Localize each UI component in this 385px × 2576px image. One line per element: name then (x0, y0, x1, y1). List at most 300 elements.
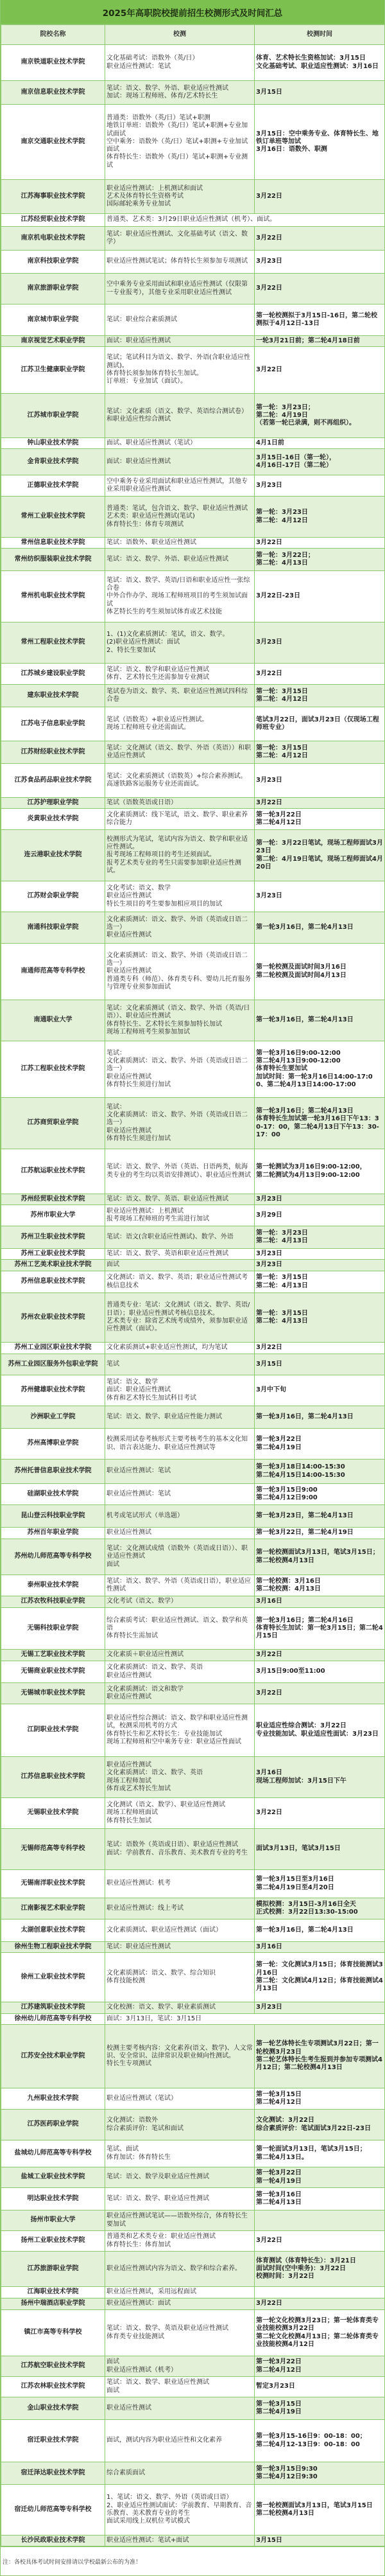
time-line: 3月22日 (256, 1344, 282, 1352)
test-line: 面试，测试内容为职业适应性和文化素养 (107, 2437, 222, 2444)
test-time (255, 180, 385, 214)
test-format (105, 1406, 255, 1429)
test-line: 笔试：语文、数学、职业适应性能力测试 (107, 1413, 222, 1420)
time-line: 第一轮3月22日 (256, 811, 302, 818)
test-format (105, 1704, 255, 1757)
table-row (1, 1293, 385, 1343)
test-time (255, 227, 385, 251)
school-name: 江苏安全技术职业学院 (1, 2025, 105, 2088)
test-time (255, 1898, 385, 1919)
test-line: 职业适应性测试 (107, 931, 151, 939)
time-line: 3月22日 (256, 234, 282, 242)
test-line: 职业适应性测试笔试；体育特长生须参加专项测试 (107, 258, 248, 265)
test-line: 体育特长生须进行加试 (107, 1081, 171, 1088)
time-line: 3月22日 (256, 2300, 282, 2307)
test-time (255, 2397, 385, 2420)
time-line: 第二轮测试为4月13日9:00-12:00 (256, 1171, 360, 1179)
time-line: 3月15日-16日（第一轮）， (256, 454, 336, 461)
school-name: 江苏航空职业技术学院 (1, 2356, 105, 2377)
table-row (1, 622, 385, 664)
test-time (255, 1149, 385, 1194)
school-name: 江苏海事职业技术学院 (1, 180, 105, 214)
test-format (105, 336, 255, 347)
school-name: 南京旅游职业学院 (1, 274, 105, 304)
test-line: 特长生专项测试 (107, 2060, 151, 2068)
school-name: 长沙民政职业技术学院 (1, 2536, 105, 2546)
time-line: 第一轮4月19日 (256, 2177, 302, 2185)
time-line: 3月22日 (256, 669, 282, 677)
test-line: 体育特长生：语数外（英/日）笔试+职测+专业测试 (107, 154, 248, 169)
test-line: 现场工程师加试 (107, 1777, 151, 1785)
school-name: 炎黄职业技术学院 (1, 809, 105, 830)
test-format (105, 538, 255, 549)
table-row (1, 798, 385, 809)
table-row (1, 809, 385, 830)
school-name: 镇江市高等专科学校 (1, 2310, 105, 2356)
time-line: 第一轮校测：3月16日 (256, 1577, 321, 1585)
test-line: 职业适应性测试 (107, 967, 151, 975)
test-format (105, 304, 255, 336)
test-time (255, 664, 385, 685)
test-time (255, 1953, 385, 2002)
school-name: 南京信息职业技术学院 (1, 81, 105, 105)
test-time (255, 1293, 385, 1343)
school-name: 苏州信息职业技术学院 (1, 1271, 105, 1293)
test-line: 笔试（语数英）+职业适应性测试。 (107, 716, 209, 723)
test-line: 综合素质评价：笔试和面试 (107, 2124, 184, 2132)
header-test: 校测 (105, 25, 255, 45)
test-format (105, 1194, 255, 1205)
school-name: 江苏建筑职业技术学院 (1, 2002, 105, 2014)
time-line: 3月22日 (256, 798, 282, 806)
school-name: 南京科技职业学院 (1, 251, 105, 274)
test-line: 校测主要考核内容：文化素养(语文、数学)、人文常识、安全常识、法律常识及职业倾向性测试。 (107, 2044, 253, 2060)
test-line: 校测采用试卷考核形式主要考核考生的基本文化知识、语言表达能力、职业适应性测试等 (107, 1436, 248, 1451)
test-format (105, 438, 255, 449)
school-name: 沙洲职业工学院 (1, 1406, 105, 1429)
table-row (1, 1343, 385, 1354)
time-line: 3月16日 (256, 1769, 282, 1777)
test-line: 笔试：文化测试成绩（语数外（英语或日语））、职业适应性测试 (107, 1545, 248, 1560)
time-line: 第一轮3月16日；第二轮4月16日 (256, 1616, 354, 1624)
test-line: 职业适应性测试：线上考试 (107, 1904, 184, 1912)
test-format (105, 1354, 255, 1375)
table-row (1, 1260, 385, 1271)
test-format (105, 1505, 255, 1528)
test-time (255, 1098, 385, 1149)
test-line: 笔试：语数外（英语或日语）、职业适应性测试 (107, 1841, 238, 1849)
school-name: 正德职业技术学院 (1, 475, 105, 497)
test-line: 报考现场工程师班的考生需进行加试 (107, 1215, 209, 1222)
table-row (1, 1271, 385, 1293)
school-name: 苏州工业职业技术学院 (1, 1249, 105, 1260)
test-format (105, 1343, 255, 1354)
school-name: 无锡师范高等专科学校 (1, 1829, 105, 1870)
test-format (105, 2188, 255, 2210)
time-line: 第二轮：4月13日 (256, 1318, 308, 1325)
time-line: 一轮3月21日前；第二轮4月18日前 (256, 337, 360, 344)
table-row (1, 1683, 385, 1704)
test-format (105, 2356, 255, 2377)
time-line: 3月15日9:00至11:00 (256, 1668, 325, 1675)
test-time (255, 1608, 385, 1650)
table-row (1, 2140, 385, 2167)
test-format (105, 1293, 255, 1343)
school-name: 无锡工艺职业技术学院 (1, 1650, 105, 1661)
test-time (255, 1000, 385, 1041)
test-line: 职业适应性测试：笔试 (107, 62, 171, 70)
test-line: 中外合作办学、现场工程师班项目的考生须加试面试 (107, 592, 248, 608)
test-line: 体育、艺术特长生还需参加专业测试 (107, 674, 209, 681)
test-time (255, 2420, 385, 2462)
table-row (1, 2310, 385, 2356)
table-row (1, 1798, 385, 1829)
time-line: 3月22日-23日 (256, 592, 300, 600)
test-time (255, 1429, 385, 1460)
test-time (255, 2462, 385, 2485)
test-format (105, 2377, 255, 2397)
test-format (105, 214, 385, 227)
test-time (255, 2485, 385, 2536)
test-time (255, 1205, 385, 1226)
time-line: 第二轮4月12日 (256, 2366, 302, 2374)
test-time (255, 1249, 385, 1260)
time-line: 第二轮文化校测4月13日；第二轮体育类专业技能校测4月12日 (256, 2333, 379, 2348)
table-row (1, 2088, 385, 2110)
school-name: 南京机电职业技术学院 (1, 227, 105, 251)
test-line: 面试 (107, 2386, 119, 2394)
table-row (1, 2536, 385, 2546)
time-line: 第二轮：4月12日 (256, 696, 308, 703)
test-line: 笔试：语文、数学、英语和职业适应性测试 (107, 1249, 228, 1257)
table-row (1, 1000, 385, 1041)
time-line: 第一轮艺体特长生专项测试3月22日；第一轮校测3月23日 (256, 2040, 379, 2056)
test-line: 面试 (107, 1560, 119, 1568)
test-time (255, 81, 385, 105)
table-row (1, 707, 385, 741)
test-line: 笔试：语文、数学、职业适应性测试 (107, 2379, 209, 2386)
time-line: 第一轮3月15日至3月16日 (256, 1876, 334, 1883)
test-format (105, 1484, 255, 1505)
test-time (255, 1406, 385, 1429)
school-name: 江阴职业技术学院 (1, 1704, 105, 1757)
school-name: 江苏农牧科技职业学院 (1, 1596, 105, 1608)
test-format (105, 2088, 255, 2110)
test-line: 国际邮轮乘务专业加试 (107, 200, 171, 208)
school-name: 苏州托普信息职业技术学院 (1, 1460, 105, 1484)
test-time (255, 105, 385, 180)
school-name: 无锡城市职业技术学院 (1, 1683, 105, 1704)
test-line: 普通类：语数外（英/日）笔试+职测 (107, 114, 210, 121)
time-line: 3月15日：空中乘务专业、体育特长生、地铁订单班等加试 (256, 130, 379, 145)
table-row (1, 1505, 385, 1528)
school-name: 徐州幼儿师范高等专科学校 (1, 2014, 105, 2025)
school-name: 江苏食品药品职业技术学院 (1, 764, 105, 798)
test-format (105, 475, 255, 497)
table-row (1, 1704, 385, 1757)
time-line: 体育测试（体育特长生）：3月21日 (256, 2257, 356, 2264)
table-row (1, 538, 385, 549)
test-line: 文化基础考试：语数外（英/日） (107, 55, 199, 62)
school-name: 九州职业技术学院 (1, 2088, 105, 2110)
test-format (105, 1942, 255, 1953)
time-line: 3月22日 (256, 192, 282, 200)
test-time (255, 2002, 385, 2014)
school-name: 宿迁泽达职业技术学院 (1, 2462, 105, 2485)
test-line: 职业适应性测试：上机测试 (107, 1207, 184, 1215)
time-line: 第一轮3月16日，第二轮4月13日 (256, 923, 354, 931)
time-line: 第一轮：3月15日 (256, 1309, 308, 1317)
test-line: 体育特长生：体育专项测试 (107, 520, 184, 528)
test-format (105, 1870, 255, 1898)
test-time (255, 475, 385, 497)
time-line: 3月23日 (256, 1249, 282, 1257)
test-line: 综合素质考试：职业适应性测试、语文、数学和英语 (107, 1616, 248, 1632)
test-line: 艺术类：职业适应性测试(笔试) (107, 513, 195, 520)
test-time (255, 571, 385, 622)
test-line: 笔试：文化素质测试（语数英）+综合素养测试。 (107, 772, 247, 780)
test-line: (2)职业适应性测试：面试 (107, 639, 180, 646)
test-line: 普通类、艺术类：3月29日职业适应性测试（机考）、面试。 (107, 216, 277, 224)
test-line: 职业适应性测试 (107, 1693, 151, 1700)
test-time (255, 1375, 385, 1406)
school-name: 硅湖职业技术学院 (1, 1484, 105, 1505)
time-line: 第二轮：4月13日 (256, 1282, 308, 1289)
test-line: 职业适应性测试：笔试 (107, 1490, 171, 1497)
test-format (105, 1375, 255, 1406)
test-line: 面试：职业适应性测试 (107, 337, 171, 344)
table-row (1, 1608, 385, 1650)
test-line: 报考艺术类专业的考生只需要参加职业适应性测试。 (107, 859, 241, 874)
test-format (105, 1829, 255, 1870)
test-time (255, 2310, 385, 2356)
test-time (255, 45, 385, 81)
school-name: 江苏财经职业技术学院 (1, 741, 105, 764)
test-line: 体育加试：体育特长生 (107, 2153, 171, 2161)
test-line: 笔试：语文、数学、外语、职业适应性测试 (107, 555, 228, 563)
table-row (1, 1149, 385, 1194)
test-line: 普通类和艺术类专业：职业适应性测试 (107, 2233, 216, 2241)
time-line: 第二轮校测：4月13日 (256, 1585, 321, 1592)
school-name: 扬州中瑞酒店职业学院 (1, 2298, 105, 2310)
table-row (1, 2298, 385, 2310)
table-row (1, 2188, 385, 2210)
school-name: 苏州工艺美术职业技术学院 (1, 1260, 105, 1271)
school-name: 苏州工业园区服务外包职业学院 (1, 1354, 105, 1375)
test-line: 笔试：语文、数学、外语、职业适应性测试 (107, 84, 228, 92)
school-name: 常州纺织服装职业技术学院 (1, 549, 105, 571)
test-time (255, 1539, 385, 1575)
table-row (1, 944, 385, 1000)
test-line: 职业适应性测试：上机测试和面试 (107, 184, 203, 192)
test-line: 笔试：文化测试（语文、数学、外语（英语））和职业适应性测试 (107, 744, 251, 759)
test-line: 笔试：语文、数学、外语（英语、日语两类，航海类专业的考生均以英语安排测试）、职业适应性测试 (107, 1163, 251, 1179)
test-line: 体艺特长生的考生须加试体育或艺术技能 (107, 608, 222, 615)
time-line: 体育特长生要加试 (256, 1065, 307, 1073)
test-format (105, 2536, 255, 2546)
school-name: 南通职业大学 (1, 1000, 105, 1041)
school-name: 苏州健雄职业技术学院 (1, 1375, 105, 1406)
test-format (105, 2310, 255, 2356)
table-row (1, 304, 385, 336)
time-line: 暂定3月23日 (256, 2383, 295, 2390)
test-format (105, 2231, 255, 2252)
test-line: 面试、职业适应性测试（笔试） (107, 439, 196, 446)
time-line: 第一轮3月16日 (256, 2191, 302, 2198)
test-line: 面试采用线上双机位考试模式 (107, 2518, 190, 2525)
test-format (105, 1898, 255, 1919)
table-row (1, 1041, 385, 1098)
test-time (255, 1194, 385, 1205)
table-row (1, 2210, 385, 2231)
table-row (1, 2110, 385, 2140)
test-format (105, 1149, 255, 1194)
test-format (105, 251, 255, 274)
school-name: 苏州高博职业学院 (1, 1429, 105, 1460)
test-format (105, 227, 255, 251)
time-line: 3月22日 (256, 285, 282, 292)
time-line: 第二轮：4月19日笔试，现场工程师面试4月20日 (256, 855, 383, 870)
test-line: 文化素质测试：线下笔试，语文、数学、职业素养综合能力 (107, 811, 248, 826)
test-line: 职业适应性测试 (107, 1529, 151, 1537)
test-format (105, 1798, 255, 1829)
test-time (255, 2140, 385, 2167)
test-line: 高速铁路客运服务专业还需面试。 (107, 781, 203, 788)
test-format (105, 2298, 255, 2310)
test-format (105, 1953, 255, 2002)
test-line: 笔试、面试 (107, 2146, 139, 2153)
school-name: 盐城幼儿师范高等专科学校 (1, 2140, 105, 2167)
test-format (105, 1661, 255, 1683)
test-line: 文化考试：语文、数学 (107, 885, 171, 892)
table-row (1, 2420, 385, 2462)
test-format (105, 707, 255, 741)
time-line: 第一轮3月22日 (256, 1436, 302, 1443)
test-format (105, 2110, 255, 2140)
test-format (105, 1205, 255, 1226)
time-line: 3月23日 (256, 2004, 282, 2011)
test-time (255, 1919, 385, 1942)
test-format (105, 1098, 255, 1149)
time-line: 校测时间：3月22日 (256, 2273, 314, 2280)
test-line: 文化校测：语文、数学、职业素质测试 (107, 2004, 216, 2011)
school-name: 常州工程职业技术学院 (1, 622, 105, 664)
table-row (1, 664, 385, 685)
test-format (105, 2014, 385, 2025)
test-time (255, 798, 385, 809)
school-name: 江苏护理职业学院 (1, 798, 105, 809)
test-line: 笔试（语数英语或日语） (107, 798, 177, 806)
test-time (255, 1528, 385, 1539)
test-line: 文化素质测试、职业适应性测试（面试） (107, 1926, 222, 1934)
time-line: 文化测试：3月22日 (256, 2117, 314, 2124)
test-time (255, 741, 385, 764)
test-time (255, 1343, 385, 1354)
time-line: 第二轮艺体特长生考生报到并参加专项测试4月12日；第二轮校测4月13日 (256, 2056, 382, 2072)
test-line: 文化考试（语文、数学） (107, 1598, 177, 1605)
school-name: 江苏电子信息职业学院 (1, 707, 105, 741)
time-line: 第一轮3月15日9:00 (256, 1486, 318, 1494)
time-line: 第二轮校测及面试时间4月13日 (256, 971, 346, 979)
test-line: 1、(1)文化素质测试：笔试，语文、数学。 (107, 631, 229, 639)
table-row (1, 336, 385, 347)
test-line: 现场工程师班考生须参加加试 (107, 1028, 190, 1036)
test-time (255, 1596, 385, 1608)
time-line: 正式校测：3月22日13:30-15:00 (256, 1909, 358, 1916)
table-row (1, 449, 385, 475)
time-line: 现场工程师加试：3月15日下午 (256, 1777, 346, 1785)
test-line: 机考或笔试形式（单选题） (107, 1512, 184, 1519)
time-line: 第二轮4月19日 (256, 1443, 302, 1451)
test-line: 笔试：文化素质（语文、数学、英语综合测试卷）和职业适应性综合测试 (107, 407, 248, 423)
test-line: 职业适应性测试笔试——语数外综合，体育特长生要加试 (107, 2212, 248, 2228)
table-row (1, 274, 385, 304)
test-format (105, 1260, 255, 1271)
test-line: 文化测试：语文、数学、英语；职业适应性测试考核信息技术 (107, 1274, 248, 1289)
time-line: 第二轮4月12日9:30 (256, 2473, 318, 2480)
time-line: 第一轮：文化测试3月15日；体育技能测试3月16日 (256, 1961, 383, 1977)
time-line: 第一轮3月15日9:30 (256, 2465, 318, 2473)
test-line: 体育技能校测 (107, 1977, 145, 1984)
time-line: 第二轮：4月13日 (256, 560, 308, 567)
time-line: 3月23日 (256, 892, 282, 900)
school-name: 南京铁道职业技术学院 (1, 45, 105, 81)
time-line: 第一轮3月16日，第二轮4月13日 (256, 1016, 354, 1024)
school-name: 金山职业技术学院 (1, 2397, 105, 2420)
test-line: 文化素质测试：语文、数学、外语（英语或日语二选一） (107, 1111, 248, 1127)
test-line: 笔试：语文、数学、职业适应性测试 (107, 2194, 209, 2202)
school-name: 建东职业技术学院 (1, 685, 105, 707)
test-line: 体育类专业技能测试 (107, 2333, 164, 2340)
table-row (1, 2287, 385, 2298)
school-name: 苏州工业园区职业技术学院 (1, 1343, 105, 1354)
table-row (1, 764, 385, 798)
test-time (255, 251, 385, 274)
test-line: 笔试：文化素质测试（语文、数学、外语（英语/日语））、职业适应性测试 (107, 1004, 250, 1020)
time-line: 3月22日 (256, 2237, 282, 2245)
time-line: 第二轮：4月19日 (256, 411, 308, 419)
test-format (105, 622, 255, 664)
school-name: 江苏财会职业学院 (1, 881, 105, 912)
test-line: 笔试：职业综合素质测试 (107, 315, 177, 323)
test-format (105, 449, 255, 475)
test-format (105, 549, 255, 571)
test-line: 面试：职业适应性测试 (107, 457, 171, 465)
time-line: 第二轮4月12-13日9：00-18：00 (256, 2440, 360, 2448)
test-time (255, 2188, 385, 2210)
test-line: 面试：职业适应性测试 (107, 1386, 171, 1394)
time-line: 模拟校测：3月15日-3月16日全天 (256, 1900, 356, 1908)
test-format (105, 881, 255, 912)
test-format (105, 809, 255, 830)
time-line: 3月15日 (256, 88, 282, 96)
table-row (1, 1757, 385, 1798)
time-line: 第二轮4月19日 (256, 2408, 302, 2415)
table-row (1, 2025, 385, 2088)
test-format (105, 2252, 255, 2287)
time-line: 加试时间：第一轮3月16日14:00-17:00、第二轮4月13日14:00-17:00 (256, 1073, 373, 1088)
table-row (1, 227, 385, 251)
test-line: 空中乘务专业采用面试和职业适应性测试，其他专业采用职业适应性测试 (107, 477, 248, 493)
test-format (105, 1528, 255, 1539)
table-row (1, 438, 385, 449)
test-time (255, 394, 385, 438)
school-name: 南京城市职业学院 (1, 304, 105, 336)
test-line: 笔试：语文、数学 (107, 1379, 158, 1386)
test-line: 笔试：语文、数学和职业适应性测试 (107, 666, 209, 673)
test-time (255, 707, 385, 741)
test-format (105, 2210, 255, 2231)
